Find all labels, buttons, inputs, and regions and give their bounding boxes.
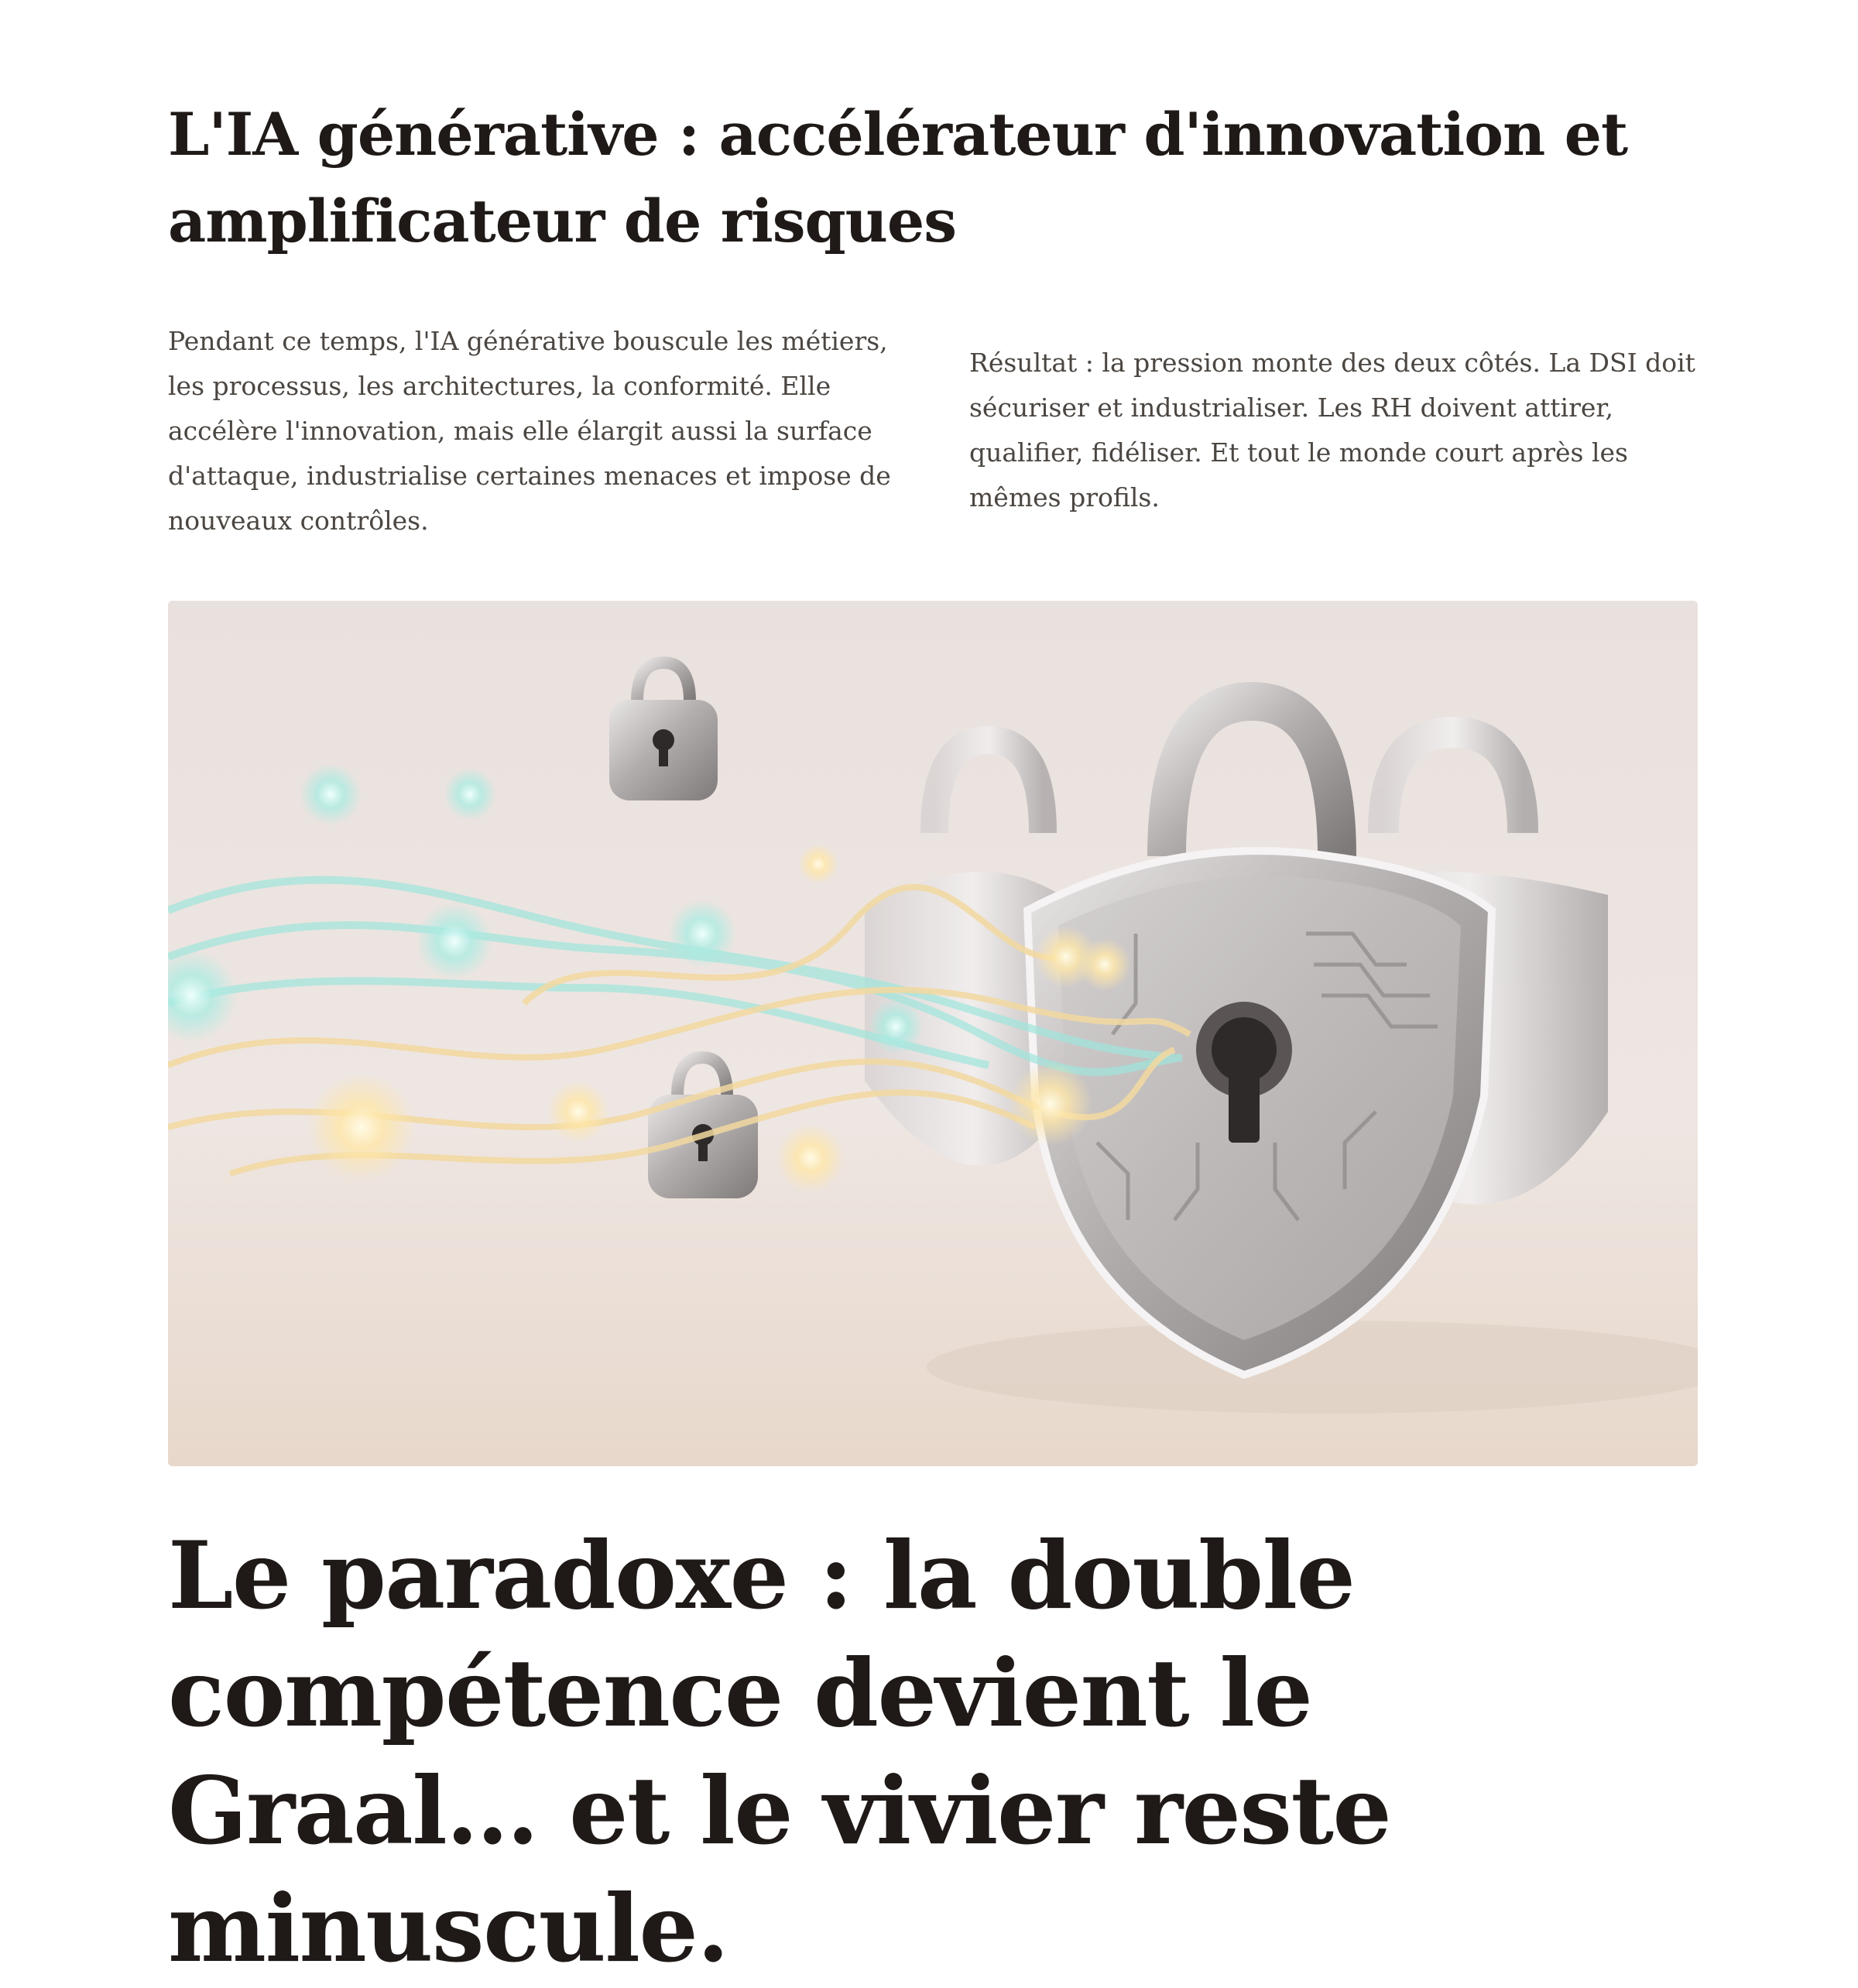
hero-image (168, 601, 1698, 1466)
paragraph-right: Résultat : la pression monte des deux côtés. La DSI doit sécuriser et industrialiser. Les RH doivent attirer, qualifier, fidéliser. Et tout le monde court après les mêmes profils. (969, 348, 1695, 512)
paragraph-left: Pendant ce temps, l'IA générative bouscule les métiers, les processus, les architectures, la conformité. Elle accélère l'innovation, mais elle élargit aussi la surface d'attaque, industrialise certaines menaces et impose de nouveaux contrôles. (168, 326, 891, 536)
section-title: L'IA générative : accélérateur d'innovation et amplificateur de risques (168, 100, 1628, 255)
padlock-shield-illustration (168, 601, 1698, 1466)
headline: Le paradoxe : la double compétence devient le Graal… et le vivier reste minuscule. (168, 1521, 1391, 1983)
